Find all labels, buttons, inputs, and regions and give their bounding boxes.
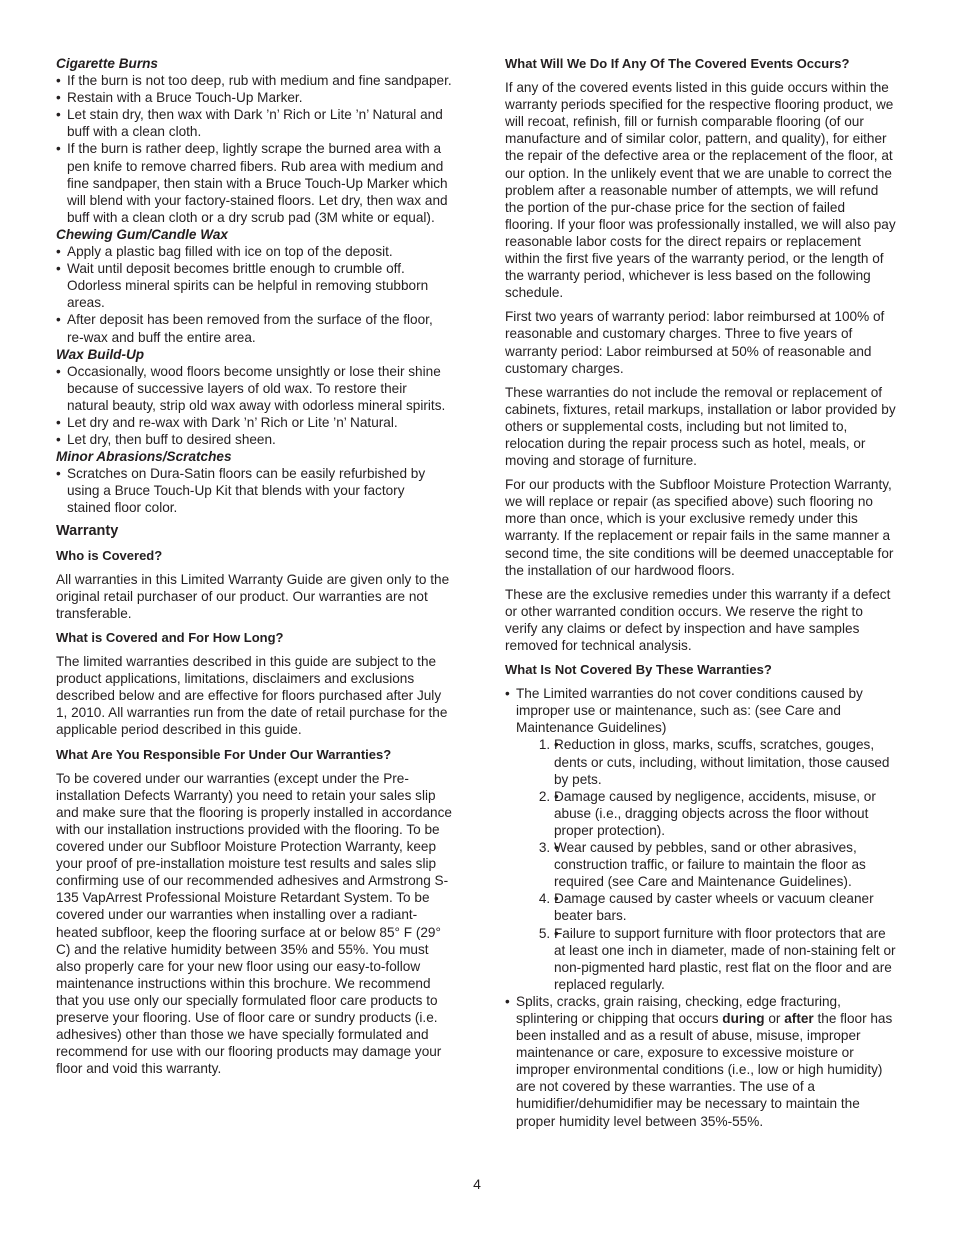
what-covered-heading: What is Covered and For How Long?: [56, 630, 284, 645]
splits-text-or: or: [764, 1010, 785, 1026]
splits-text-b: the floor has been installed and as a result of abuse, misuse, improper maintenance or care, exposure to excessive moisture or improper environmental conditions (i.e., low or high humidity) are not covered by these warranties. The use of a humidifier/dehumidifier may be necessary to maintain the proper humidity level between 35%-55%.: [516, 1010, 893, 1129]
list-item: • If the burn is not too deep, rub with medium and fine sandpaper.: [56, 72, 452, 89]
list-item: [505, 993, 897, 1130]
exclusions-paragraph: These warranties do not include the removal or replacement of cabinets, fixtures, retail markups, installation or labor provided by others or supplemental costs, including but not limited to, relocation during the repair process such as hotel, meals, or moving and storage of furniture.: [505, 384, 896, 469]
covered-events-heading: What Will We Do If Any Of The Covered Events Occurs?: [505, 56, 850, 71]
list-item: • Apply a plastic bag filled with ice on top of the deposit.: [56, 243, 452, 260]
labor-schedule-paragraph: First two years of warranty period: labor reimbursed at 100% of reasonable and customary charges. Three to five years of warranty period: Labor reimbursed at 50% of reasonable and customary charges.: [505, 309, 885, 376]
list-item: • Scratches on Dura-Satin floors can be easily refurbished by using a Bruce Touch-Up Kit that blends with your factory stained floor color.: [56, 465, 452, 516]
what-covered-text: The limited warranties described in this guide are subject to the product applications, limitations, disclaimers and exclusions described below and are effective for floors purchased after July 1, 2010. All warranties run from the date of retail purchase for the applicable period described in this guide.: [56, 654, 448, 738]
responsibilities-text: To be covered under our warranties (except under the Pre-installation Defects Warranty) you need to retain your sales slip and make sure that the flooring is properly installed in accordance with our installation instructions provided with the flooring. To be covered under our Subfloor Moisture Protection Warranty, keep your proof of pre-installation moisture test results and sales slip confirming use of our recommended adhesives and Armstrong S-135 VapArrest Professional Moisture Retardant System. To be covered under our warranties when installing over a radiant-heated subfloor, keep the flooring surface at or below 85° F (29° C) and the relative humidity between 35% and 55%. You must also properly care for your new floor using our easy-to-follow maintenance instructions within this brochure. We recommend that you use only our specially formulated floor care products to preserve your flooring. Use of floor care or sundry products (i.e. adhesives) other than those we have specially formulated and recommend for use with our flooring products may damage your floor and void this warranty.: [56, 770, 452, 1077]
during-emphasis: during: [722, 1010, 765, 1026]
list-item: • Restain with a Bruce Touch-Up Marker.: [56, 89, 452, 106]
list-item: • Let dry, then buff to desired sheen.: [56, 431, 452, 448]
cigarette-burns-list: [56, 72, 452, 226]
page-number: 4: [473, 1176, 481, 1192]
warranty-heading: Warranty: [56, 522, 119, 539]
wax-build-up-list: [56, 363, 452, 448]
list-item: [505, 685, 897, 993]
not-covered-list: [505, 685, 897, 1129]
who-covered-text: All warranties in this Limited Warranty Guide are given only to the original retail purchaser of our product. Our warranties are not transferable.: [56, 571, 450, 621]
improper-use-text: The Limited warranties do not cover conditions caused by improper use or maintenance, such as: (see Care and Maintenance Guidelines): [516, 686, 863, 736]
chewing-gum-heading: Chewing Gum/Candle Wax: [56, 226, 228, 242]
responsibilities-heading: What Are You Responsible For Under Our Warranties?: [56, 746, 392, 762]
numbered-item: • 3. Wear caused by pebbles, sand or other abrasives, construction traffic, or failure to maintain the floor as required (see Care and Maintenance Guidelines).: [554, 839, 897, 890]
list-item: • Wait until deposit becomes brittle enough to crumble off. Odorless mineral spirits can be helpful in removing stubborn areas.: [56, 260, 452, 311]
left-column: [56, 55, 452, 1084]
numbered-item: • 5. Failure to support furniture with floor protectors that are at least one inch in diameter, made of non-staining felt or non-pigmented hard plastic, rest flat on the floor and are replaced regularly.: [554, 925, 897, 993]
splits-text-a: Splits, cracks, grain raising, checking, edge fracturing, splintering or chipping that occurs: [516, 993, 841, 1026]
minor-abrasions-list: [56, 465, 452, 516]
cigarette-burns-heading: Cigarette Burns: [56, 56, 158, 71]
numbered-item: • 4. Damage caused by caster wheels or vacuum cleaner beater bars.: [554, 890, 897, 924]
numbered-item: • 2. Damage caused by negligence, accidents, misuse, or abuse (i.e., dragging objects across the floor without proper protection).: [554, 788, 897, 839]
wax-build-up-heading: Wax Build-Up: [56, 346, 145, 362]
improper-use-numbered-list: [516, 736, 897, 992]
chewing-gum-list: [56, 243, 452, 346]
list-item: • Let dry and re-wax with Dark ’n’ Rich or Lite ’n’ Natural.: [56, 414, 452, 431]
right-column: [505, 55, 897, 1130]
after-emphasis: after: [784, 1010, 814, 1026]
list-item: • After deposit has been removed from the surface of the floor, re-wax and buff the entire area.: [56, 311, 452, 345]
list-item: • Occasionally, wood floors become unsightly or lose their shine because of successive layers of old wax. To restore their natural beauty, strip old wax away with odorless mineral spirits.: [56, 363, 452, 414]
subfloor-moisture-paragraph: For our products with the Subfloor Moisture Protection Warranty, we will replace or repair (as specified above) such flooring no more than once, which is your exclusive remedy under this warranty. If the replacement or repair fails in the same manner a second time, the site conditions will be deemed unacceptable for the installation of our hardwood floors.: [505, 477, 894, 578]
exclusive-remedies-paragraph: These are the exclusive remedies under this warranty if a defect or other warranted condition occurs. We reserve the right to verify any claims or defect by inspection and have samples removed for technical analysis.: [505, 586, 891, 653]
list-item: • If the burn is rather deep, lightly scrape the burned area with a pen knife to remove charred fibers. Rub area with medium and fine sandpaper, then stain with a Bruce Touch-Up Marker which will blend with your factory-stained floors. Let dry, then wax and buff with a clean cloth or a dry scrub pad (3M white or equal).: [56, 140, 452, 225]
who-covered-heading: Who is Covered?: [56, 547, 163, 563]
list-item: • Let stain dry, then wax with Dark ’n’ Rich or Lite ’n’ Natural and buff with a clean cloth.: [56, 106, 452, 140]
remedy-paragraph: If any of the covered events listed in this guide occurs within the warranty periods specified for the respective flooring product, we will recoat, refinish, fill or furnish comparable flooring (of our manufacture and of similar color, pattern, and quality), for either the repair of the defective area or the replacement of the floor, at our option. In the unlikely event that we are unable to correct the problem after a reasonable number of attempts, we will refund the portion of the pur-chase price for the section of failed flooring. If your floor was professionally installed, we will also pay reasonable labor costs for the direct repairs or replacement within the first five years of the warranty period, or the length of the warranty period, whichever is less based on the following schedule.: [505, 80, 896, 301]
minor-abrasions-heading: Minor Abrasions/Scratches: [56, 449, 232, 465]
numbered-item: • 1. Reduction in gloss, marks, scuffs, scratches, gouges, dents or cuts, including, without limitation, those caused by pets.: [554, 736, 897, 787]
not-covered-heading: What Is Not Covered By These Warranties?: [505, 662, 772, 678]
